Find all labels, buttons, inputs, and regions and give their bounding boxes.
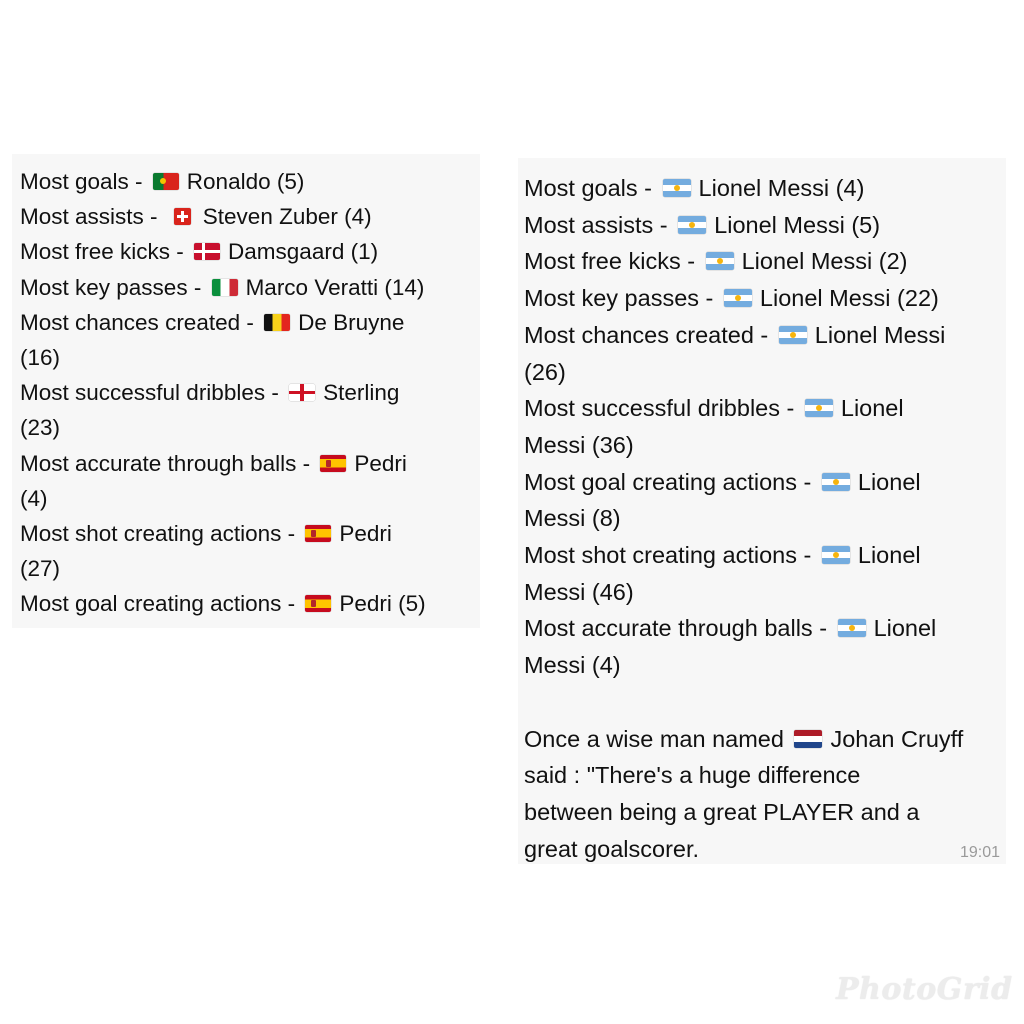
line-text: between being a great PLAYER and a — [524, 798, 920, 825]
player-name: Johan Cruyff — [830, 725, 964, 752]
line-text: Most accurate through balls - — [524, 615, 834, 642]
stat-line — [20, 270, 480, 305]
argentina-flag-icon — [663, 179, 691, 197]
stat-line — [20, 516, 480, 551]
stat-line — [524, 243, 1006, 280]
stat-line — [524, 831, 1006, 868]
stat-line — [524, 537, 1006, 574]
stat-line — [524, 317, 1006, 354]
line-text: Most chances created - — [524, 321, 775, 348]
line-text: Most goal creating actions - — [524, 468, 818, 495]
player-name: Pedri — [339, 521, 392, 547]
line-text: Most accurate through balls - — [20, 450, 317, 476]
player-name: Lionel — [840, 395, 904, 422]
line-text: (23) — [20, 415, 61, 441]
belgium-flag-icon — [264, 314, 290, 331]
stat-line — [524, 427, 1006, 464]
player-name: Lionel — [873, 615, 937, 642]
blank-line — [524, 684, 1006, 721]
line-text: great goalscorer. — [524, 835, 700, 862]
spain-flag-icon — [320, 455, 346, 472]
italy-flag-icon — [212, 279, 238, 296]
player-name: Lionel Messi (5) — [714, 211, 881, 238]
line-text: (4) — [20, 485, 48, 511]
player-name: Lionel Messi — [814, 321, 946, 348]
stat-line — [20, 199, 480, 234]
player-name: Steven Zuber (4) — [202, 204, 372, 230]
spain-flag-icon — [305, 595, 331, 612]
stat-line — [20, 234, 480, 269]
player-name: Lionel Messi (4) — [698, 175, 865, 201]
photogrid-watermark: PhotoGrid — [836, 972, 1013, 1007]
stat-line — [524, 464, 1006, 501]
player-name: Marco Veratti (14) — [245, 274, 425, 300]
portugal-flag-icon — [153, 173, 179, 190]
stat-line — [524, 207, 1006, 244]
line-text: Most key passes - — [20, 274, 208, 300]
line-text: Most chances created - — [20, 309, 261, 335]
line-text: Most assists - — [20, 204, 164, 230]
argentina-flag-icon — [822, 473, 850, 491]
stat-line — [20, 340, 480, 375]
line-text: Once a wise man named — [524, 725, 791, 752]
player-name: Lionel Messi (22) — [759, 285, 939, 312]
right-message-bubble — [518, 158, 1006, 864]
stat-line — [524, 170, 1006, 207]
player-name: Lionel — [857, 542, 921, 569]
line-text: Messi (36) — [524, 431, 634, 458]
stat-line — [524, 354, 1006, 391]
left-message-panel — [12, 154, 480, 628]
line-text: Most key passes - — [524, 285, 720, 312]
player-name: Lionel — [857, 468, 921, 495]
line-text: Most free kicks - — [524, 248, 702, 275]
switzerland-flag-icon — [174, 208, 191, 225]
line-text: said : "There's a huge difference — [524, 762, 861, 789]
line-text: Messi (8) — [524, 505, 621, 532]
netherlands-flag-icon — [794, 730, 822, 748]
denmark-flag-icon — [194, 243, 220, 260]
line-text: Most free kicks - — [20, 239, 191, 265]
line-text: Most goals - — [524, 175, 659, 201]
stat-line — [20, 375, 480, 410]
stat-line — [524, 280, 1006, 317]
spain-flag-icon — [305, 525, 331, 542]
line-text: Messi (46) — [524, 578, 634, 605]
line-text: Most shot creating actions - — [20, 521, 302, 547]
player-name: Ronaldo (5) — [186, 169, 305, 194]
stat-line — [524, 574, 1006, 611]
stat-line — [20, 446, 480, 481]
argentina-flag-icon — [724, 289, 752, 307]
stat-line — [20, 481, 480, 516]
player-name: Pedri (5) — [339, 591, 426, 617]
line-text: Most assists - — [524, 211, 675, 238]
england-flag-icon — [289, 384, 315, 401]
stat-line — [524, 757, 1006, 794]
line-text: Most successful dribbles - — [524, 395, 801, 422]
line-text: Messi (4) — [524, 652, 621, 679]
argentina-flag-icon — [706, 252, 734, 270]
player-name: Pedri — [354, 450, 407, 476]
stat-line — [524, 647, 1006, 684]
right-stats-list — [524, 170, 1006, 867]
line-text: (26) — [524, 358, 566, 385]
line-text: Most shot creating actions - — [524, 542, 818, 569]
message-timestamp: 19:01 — [959, 844, 1000, 861]
stat-line — [524, 390, 1006, 427]
stat-line — [20, 164, 480, 199]
argentina-flag-icon — [678, 216, 706, 234]
line-text: Most successful dribbles - — [20, 380, 286, 406]
stat-line — [524, 500, 1006, 537]
stat-line — [20, 551, 480, 586]
stat-line — [524, 610, 1006, 647]
player-name: De Bruyne — [298, 309, 405, 335]
argentina-flag-icon — [822, 546, 850, 564]
left-stats-list — [20, 164, 480, 622]
line-text: Most goal creating actions - — [20, 591, 302, 617]
stat-line — [524, 794, 1006, 831]
line-text: (16) — [20, 345, 61, 371]
player-name: Lionel Messi (2) — [741, 248, 908, 275]
stat-line — [20, 586, 480, 621]
stat-line — [524, 721, 1006, 758]
stat-line — [20, 305, 480, 340]
line-text: Most goals - — [20, 169, 149, 194]
argentina-flag-icon — [838, 619, 866, 637]
player-name: Damsgaard (1) — [228, 239, 379, 265]
argentina-flag-icon — [805, 399, 833, 417]
argentina-flag-icon — [779, 326, 807, 344]
line-text: (27) — [20, 556, 61, 582]
player-name: Sterling — [323, 380, 400, 406]
stat-line — [20, 410, 480, 445]
